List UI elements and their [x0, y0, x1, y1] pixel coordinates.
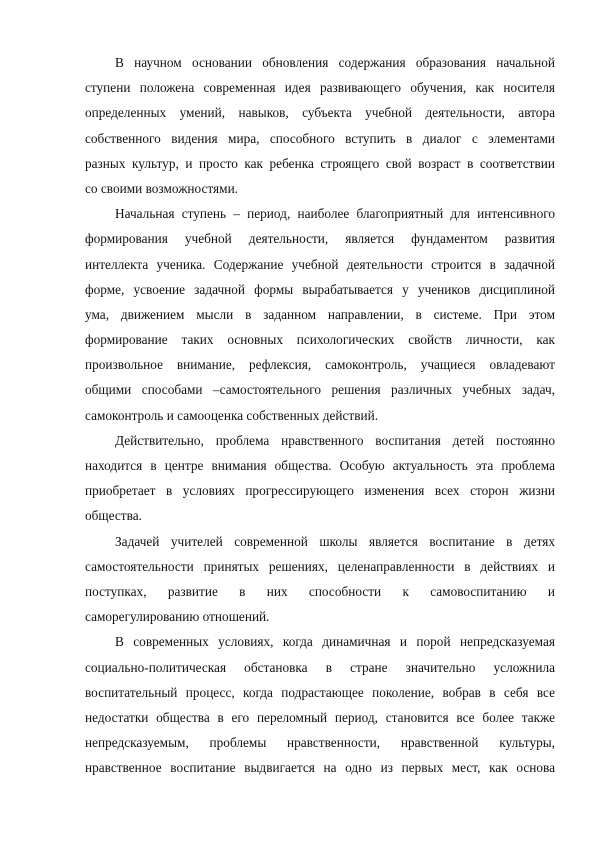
paragraph-3: [85, 428, 555, 529]
paragraph-line: поступках, развитие в них способности к самовоспитанию и: [85, 583, 555, 599]
paragraph-line: воспитательный процесс, когда подрастающее поколение, вобрав в себя все: [85, 684, 555, 700]
paragraph-5: [85, 629, 555, 780]
paragraph-line: В современных условиях, когда динамичная и порой непредсказуемая: [115, 634, 555, 650]
paragraph-line: самоконтроль и самооценка собственных действий.: [85, 407, 379, 423]
paragraph-line: Начальная ступень – период, наиболее благоприятный для интенсивного: [115, 206, 555, 222]
paragraph-line: определенных умений, навыков, субъекта учебной деятельности, автора: [85, 105, 555, 121]
paragraph-line: саморегулированию отношений.: [85, 609, 270, 625]
paragraph-line: самостоятельности принятых решениях, целенаправленности в действиях и: [85, 558, 555, 574]
paragraph-line: собственного видения мира, способного вступить в диалог с элементами: [85, 130, 555, 146]
paragraph-line: нравственное воспитание выдвигается на одно из первых мест, как основа: [85, 760, 555, 776]
paragraph-2: [85, 201, 555, 428]
paragraph-line: общими способами –самостоятельного решения различных учебных задач,: [85, 382, 555, 398]
paragraph-line: социально-политическая обстановка в стране значительно усложнила: [85, 659, 555, 675]
paragraph-line: приобретает в условиях прогрессирующего изменения всех сторон жизни: [85, 483, 555, 499]
paragraph-line: В научном основании обновления содержания образования начальной: [115, 55, 555, 70]
body-text: [85, 50, 555, 780]
paragraph-line: Задачей учителей современной школы является воспитание в детях: [115, 533, 555, 549]
paragraph-line: со своими возможностями.: [85, 180, 239, 196]
paragraph-line: недостатки общества в его переломный период, становится все более также: [85, 709, 555, 725]
paragraph-line: непредсказуемым, проблемы нравственности, нравственной культуры,: [85, 735, 555, 751]
paragraph-line: формирование таких основных психологических свойств личности, как: [85, 332, 555, 348]
paragraph-4: [85, 529, 555, 630]
paragraph-line: форме, усвоение задачной формы вырабатывается у учеников дисциплиной: [85, 281, 555, 297]
paragraph-line: Действительно, проблема нравственного воспитания детей постоянно: [115, 432, 555, 448]
paragraph-line: ступени положена современная идея развивающего обучения, как носителя: [85, 80, 555, 96]
paragraph-line: интеллекта ученика. Содержание учебной деятельности строится в задачной: [85, 256, 555, 272]
paragraph-line: общества.: [85, 508, 142, 524]
paragraph-line: разных культур, и просто как ребенка строящего свой возраст в соответствии: [85, 155, 555, 171]
paragraph-line: находится в центре внимания общества. Особую актуальность эта проблема: [85, 458, 555, 473]
paragraph-line: ума, движением мысли в заданном направлении, в системе. При этом: [85, 306, 555, 322]
paragraph-1: [85, 50, 555, 201]
paragraph-line: произвольное внимание, рефлексия, самоконтроль, учащиеся овладевают: [85, 357, 555, 373]
paragraph-line: формирования учебной деятельности, является фундаментом развития: [85, 231, 555, 247]
